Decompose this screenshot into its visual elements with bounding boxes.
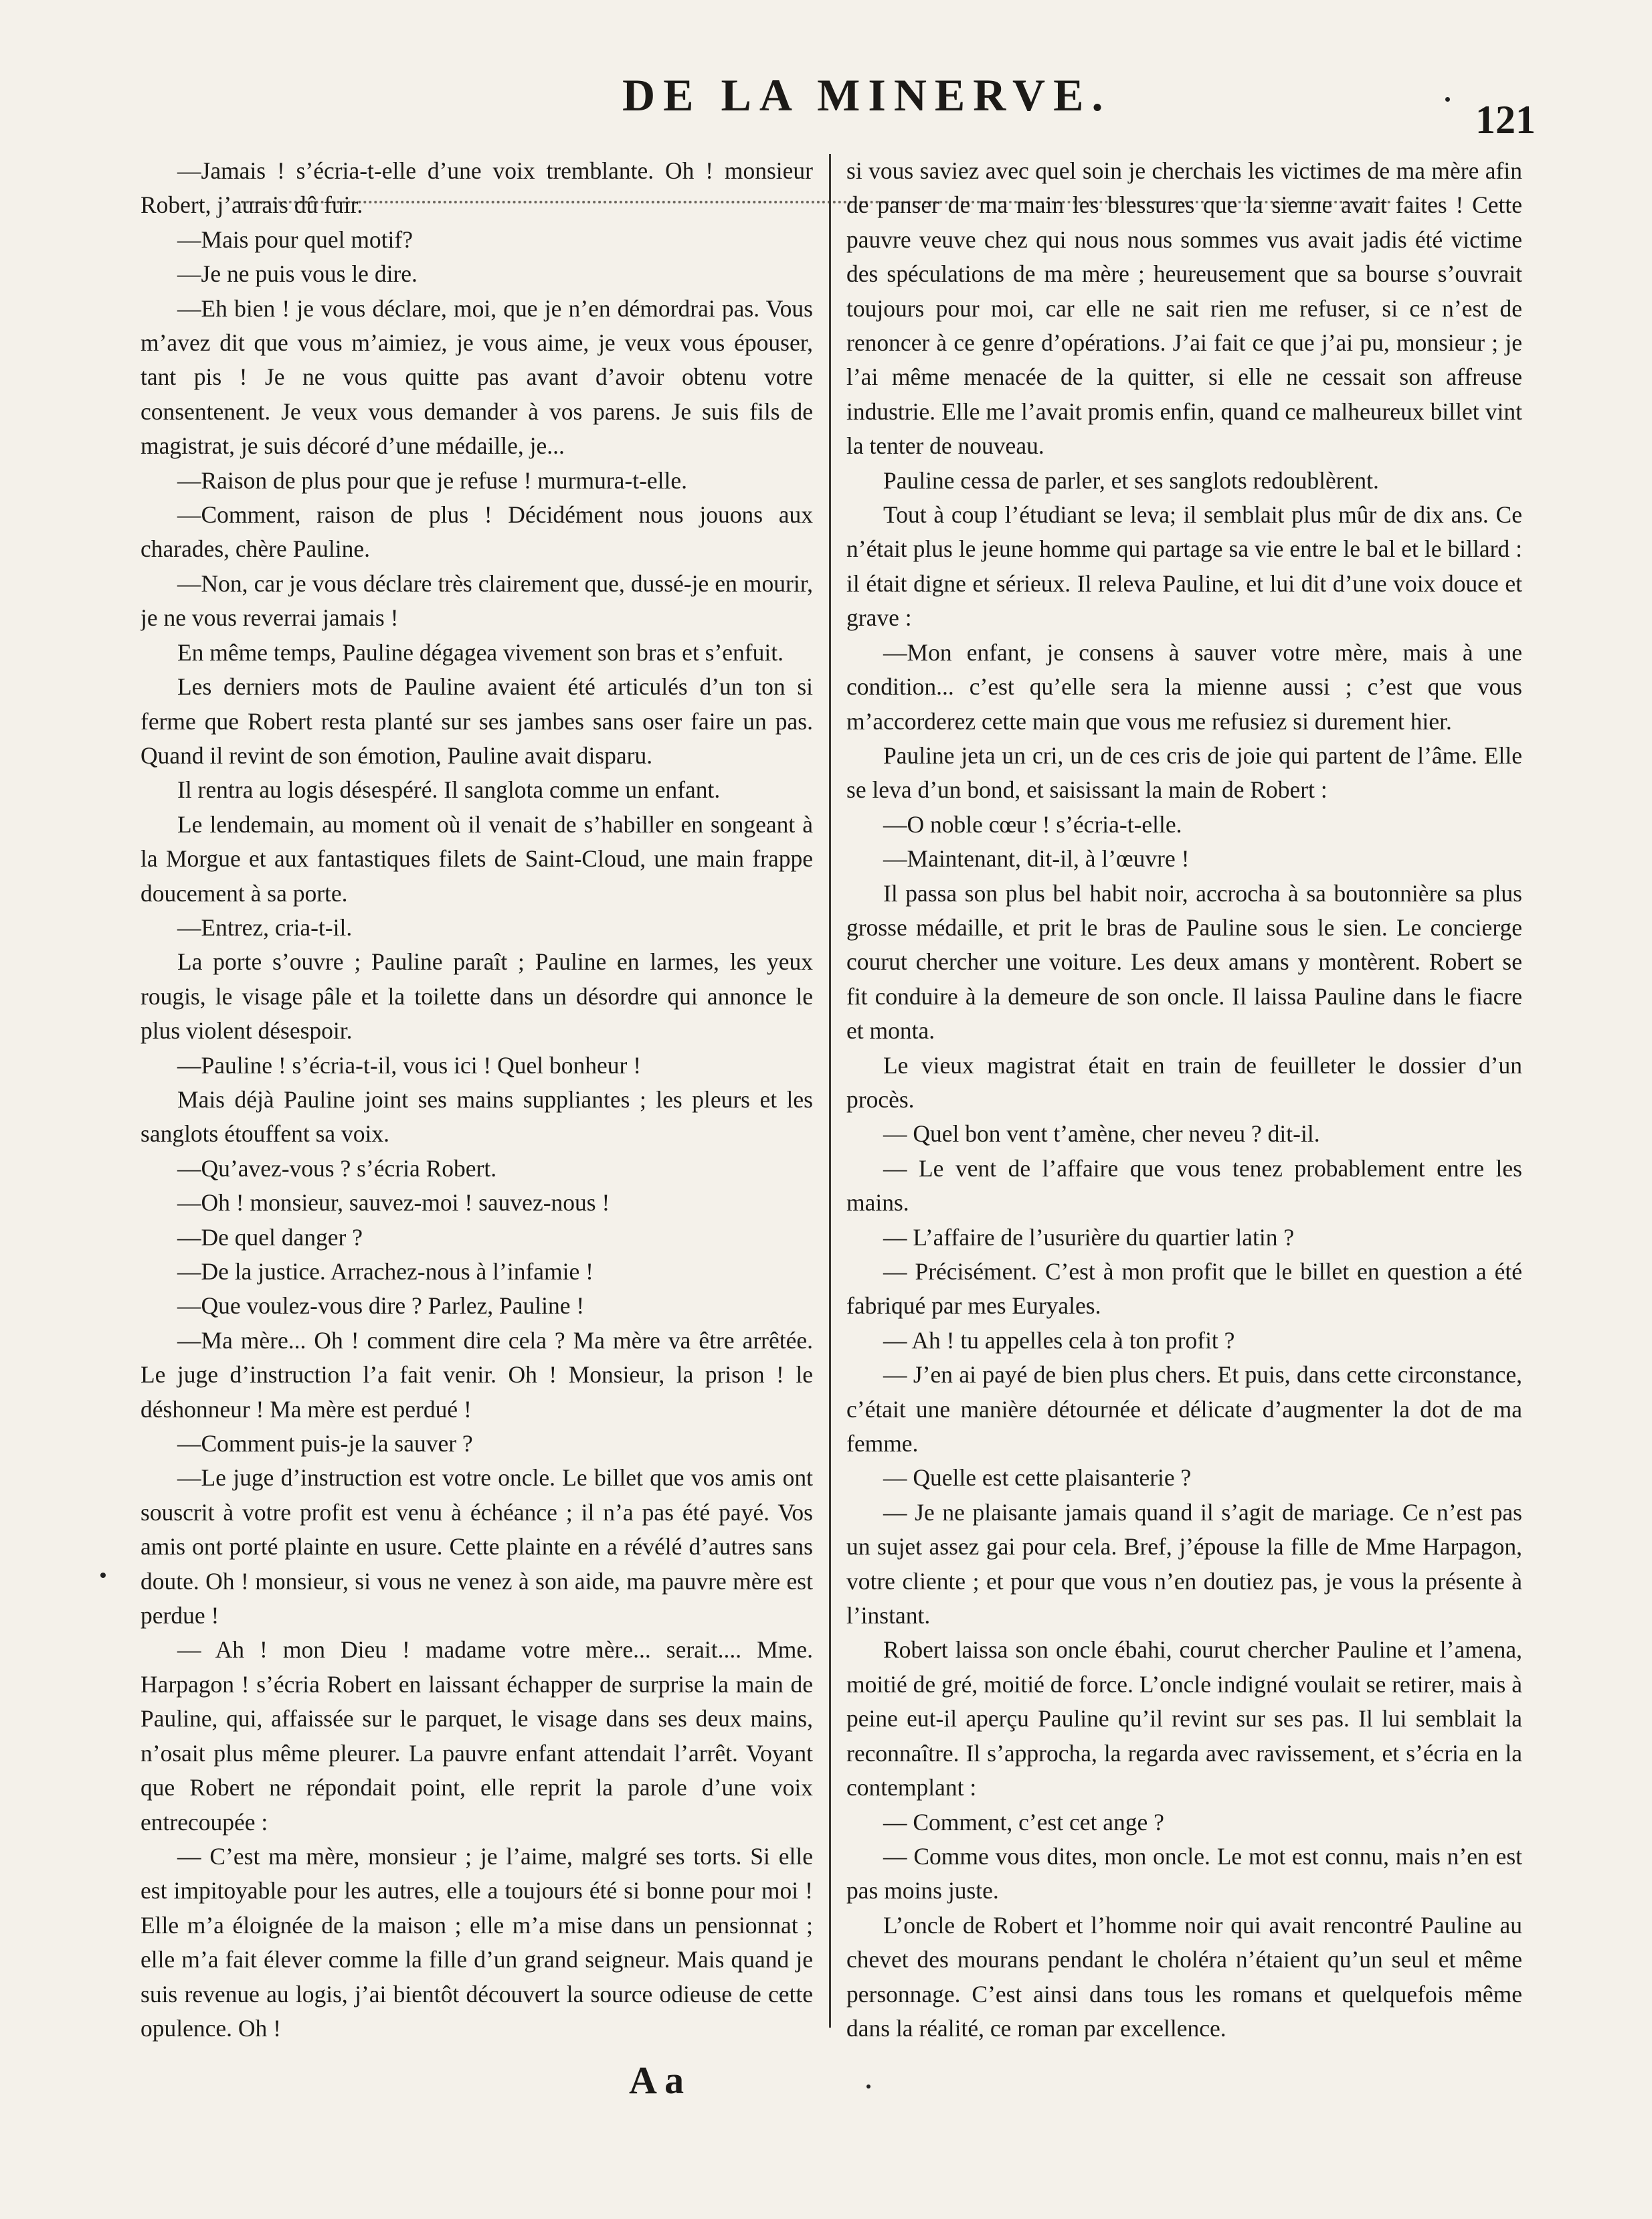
paragraph: Robert laissa son oncle ébahi, courut chercher Pauline et l’amena, moitié de gré, moitié de force. L’oncle indigné voulait se retirer, mais à peine eut-il aperçu Pauline qu’il revint sur ses pas. Il lui semblait la reconnaître. Il s’approcha, la regarda avec ravissement, et s’écria en la contemplant : xyxy=(846,1636,1522,1801)
paragraph: — Ah ! mon Dieu ! madame votre mère... serait.... Mme. Harpagon ! s’écria Robert en laissant échapper de surprise la main de Pauline, qui, affaissée sur le parquet, le visage dans ses deux mains, n’osait plus même pleurer. La pauvre enfant attendait l’arrêt. Voyant que Robert ne répondait point, elle reprit la parole d’une voix entrecoupée : xyxy=(141,1636,813,1836)
paragraph: Le lendemain, au moment où il venait de s’habiller en songeant à la Morgue et aux fantastiques filets de Saint-Cloud, une main frappe doucement à sa porte. xyxy=(141,810,813,907)
paragraph: —Que voulez-vous dire ? Parlez, Pauline ! xyxy=(177,1292,585,1320)
paragraph: — Quelle est cette plaisanterie ? xyxy=(883,1464,1192,1492)
page-title: DE LA MINERVE. xyxy=(622,70,1111,120)
paragraph: —Comment puis-je la sauver ? xyxy=(177,1430,473,1457)
ink-speck xyxy=(100,1573,106,1578)
paragraph: —Je ne puis vous le dire. xyxy=(177,260,418,288)
paragraph: Il passa son plus bel habit noir, accrocha à sa boutonnière sa plus grosse médaille, et prit le bras de Pauline sous le sien. Le concierge courut chercher une voiture. Les deux amans y montèrent. Robert se fit conduire à la demeure de son oncle. Il laissa Pauline dans le fiacre et monta. xyxy=(846,879,1522,1045)
ink-speck xyxy=(1445,97,1450,102)
paragraph: — L’affaire de l’usurière du quartier latin ? xyxy=(883,1223,1295,1251)
paragraph: —Maintenant, dit-il, à l’œuvre ! xyxy=(883,845,1190,873)
paragraph: — Comment, c’est cet ange ? xyxy=(883,1808,1164,1836)
paragraph: —De quel danger ? xyxy=(177,1223,363,1251)
paragraph: —Ma mère... Oh ! comment dire cela ? Ma mère va être arrêtée. Le juge d’instruction l’a fait venir. Oh ! Monsieur, la prison ! le déshonneur ! Ma mère est perdué ! xyxy=(141,1326,813,1423)
paragraph: — Quel bon vent t’amène, cher neveu ? dit-il. xyxy=(883,1120,1320,1148)
paragraph: Les derniers mots de Pauline avaient été articulés d’un ton si ferme que Robert resta planté sur ses jambes sans oser faire un pas. Quand il revint de son émotion, Pauline avait disparu. xyxy=(141,673,813,769)
paragraph: Le vieux magistrat était en train de feuilleter le dossier d’un procès. xyxy=(846,1051,1522,1113)
column-divider xyxy=(829,154,831,2028)
paragraph: — Ah ! tu appelles cela à ton profit ? xyxy=(883,1326,1235,1354)
paragraph: — Précisément. C’est à mon profit que le billet en question a été fabriqué par mes Euryales. xyxy=(846,1258,1522,1320)
paragraph: L’oncle de Robert et l’homme noir qui avait rencontré Pauline au chevet des mourans pendant le choléra n’étaient qu’un seul et même personnage. C’est ainsi dans tous les romans et quelquefois même dans la réalité, ce roman par excellence. xyxy=(846,1911,1522,2042)
paragraph: —Comment, raison de plus ! Décidément nous jouons aux charades, chère Pauline. xyxy=(141,501,813,563)
paragraph: — Comme vous dites, mon oncle. Le mot est connu, mais n’en est pas moins juste. xyxy=(846,1842,1522,1904)
paragraph: —Entrez, cria-t-il. xyxy=(177,913,353,941)
paragraph: —De la justice. Arrachez-nous à l’infamie ! xyxy=(177,1258,593,1285)
running-head xyxy=(0,64,1652,142)
paragraph: —Jamais ! s’écria-t-elle d’une voix tremblante. Oh ! monsieur Robert, j’aurais dû fuir. xyxy=(141,157,813,219)
paragraph: —Eh bien ! je vous déclare, moi, que je n’en démordrai pas. Vous m’avez dit que vous m’aimiez, je vous aime, je veux vous épouser, tant pis ! Je ne vous quitte pas avant d’avoir obtenu votre consentenent. Je veux vous demander à vos parens. Je suis fils de magistrat, je suis décoré d’une médaille, je... xyxy=(141,294,813,460)
paragraph: si vous saviez avec quel soin je cherchais les victimes de ma mère afin de panser de ma main les blessures que la sienne avait faites ! Cette pauvre veuve chez qui nous nous sommes vus avait jadis été victime des spéculations de ma mère ; heureusement que sa bourse s’ouvrait toujours pour moi, car elle ne sait rien me refuser, si ce n’est de renoncer à ce genre d’opérations. J’ai fait ce que j’ai pu, monsieur ; je l’ai même menacée de la quitter, si elle ne cessait son affreuse industrie. Elle me l’avait promis enfin, quand ce malheureux billet vint la tenter de nouveau. xyxy=(846,157,1522,460)
paragraph: — Je ne plaisante jamais quand il s’agit de mariage. Ce n’est pas un sujet assez gai pour cela. Bref, j’épouse la fille de Mme Harpagon, votre cliente ; et pour que vous n’en doutiez pas, je vous la présente à l’instant. xyxy=(846,1498,1522,1629)
paragraph: Pauline cessa de parler, et ses sanglots redoublèrent. xyxy=(883,466,1379,494)
paragraph: — Le vent de l’affaire que vous tenez probablement entre les mains. xyxy=(846,1154,1522,1217)
paragraph: Tout à coup l’étudiant se leva; il semblait plus mûr de dix ans. Ce n’était plus le jeune homme qui partage sa vie entre le bal et le billard : il était digne et sérieux. Il releva Pauline, et lui dit d’une voix douce et grave : xyxy=(846,501,1522,632)
paragraph: —Oh ! monsieur, sauvez-moi ! sauvez-nous ! xyxy=(177,1189,610,1217)
paragraph: — C’est ma mère, monsieur ; je l’aime, malgré ses torts. Si elle est impitoyable pour les autres, elle a toujours été si bonne pour moi ! Elle m’a éloignée de la maison ; elle m’a mise dans un pensionnat ; elle m’a fait élever comme la fille d’un grand seigneur. Mais quand je suis revenue au logis, j’ai bientôt découvert la source odieuse de cette opulence. Oh ! xyxy=(141,1842,813,2042)
paragraph: La porte s’ouvre ; Pauline paraît ; Pauline en larmes, les yeux rougis, le visage pâle et la toilette dans un désordre qui annonce le plus violent désespoir. xyxy=(141,948,813,1045)
paragraph: En même temps, Pauline dégagea vivement son bras et s’enfuit. xyxy=(177,638,784,666)
paragraph: —Le juge d’instruction est votre oncle. Le billet que vos amis ont souscrit à votre profit est venu à échéance ; il n’a pas été payé. Vos amis ont porté plainte en usure. Cette plainte en a révélé d’autres sans doute. Oh ! monsieur, si vous ne venez à son aide, ma pauvre mère est perdue ! xyxy=(141,1464,813,1629)
paragraph: —Mais pour quel motif? xyxy=(177,226,413,253)
paragraph: —Qu’avez-vous ? s’écria Robert. xyxy=(177,1154,497,1182)
paragraph: —Mon enfant, je consens à sauver votre mère, mais à une condition... c’est qu’elle sera la mienne aussi ; c’est que vous m’accorderez cette main que vous me refusiez si durement hier. xyxy=(846,638,1522,735)
paragraph: —Non, car je vous déclare très clairement que, dussé-je en mourir, je ne vous reverrai jamais ! xyxy=(141,569,813,632)
left-column xyxy=(141,154,813,2054)
paragraph: Il rentra au logis désespéré. Il sanglota comme un enfant. xyxy=(177,776,721,804)
paragraph: —O noble cœur ! s’écria-t-elle. xyxy=(883,810,1182,838)
paragraph: —Raison de plus pour que je refuse ! murmura-t-elle. xyxy=(177,466,688,494)
paragraph: Mais déjà Pauline joint ses mains suppliantes ; les pleurs et les sanglots étouffent sa voix. xyxy=(141,1085,813,1148)
ink-speck xyxy=(866,2084,870,2089)
paragraph: — J’en ai payé de bien plus chers. Et puis, dans cette circonstance, c’était une manière détournée et délicate d’augmenter la dot de ma femme. xyxy=(846,1361,1522,1457)
paragraph: Pauline jeta un cri, un de ces cris de joie qui partent de l’âme. Elle se leva d’un bond, et saisissant la main de Robert : xyxy=(846,741,1522,804)
text-columns xyxy=(141,154,1526,2054)
paragraph: —Pauline ! s’écria-t-il, vous ici ! Quel bonheur ! xyxy=(177,1051,642,1079)
printer-signature: A a xyxy=(629,2058,684,2102)
right-column xyxy=(846,154,1522,2054)
page-number: 121 xyxy=(1475,98,1536,142)
